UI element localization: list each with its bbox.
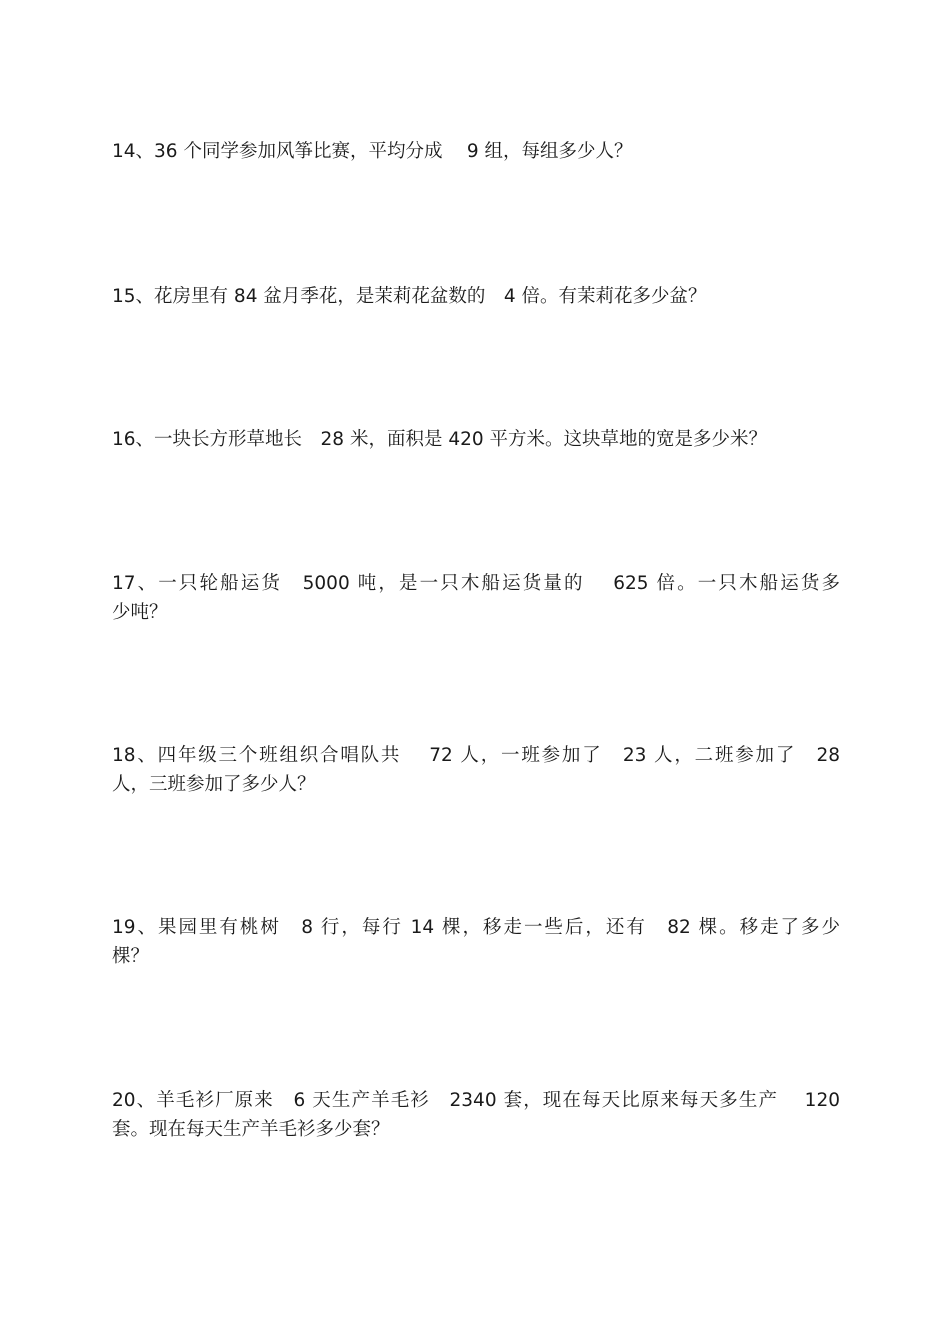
problem-17-line-1: 17、一只轮船运货 5000 吨，是一只木船运货量的 625 倍。一只木船运货多 bbox=[112, 573, 840, 594]
problem-20 bbox=[112, 1086, 840, 1144]
problem-15 bbox=[112, 282, 840, 311]
problem-17 bbox=[112, 569, 840, 627]
problem-16-line-1: 16、一块长方形草地长 28 米，面积是 420 平方米。这块草地的宽是多少米？ bbox=[112, 429, 768, 450]
problem-19-line-2: 棵？ bbox=[112, 946, 150, 967]
problem-17-line-2: 少吨？ bbox=[112, 602, 168, 623]
problem-16 bbox=[112, 425, 840, 454]
problem-18-line-1: 18、四年级三个班组织合唱队共 72 人，一班参加了 23 人，二班参加了 28 bbox=[112, 745, 840, 766]
problem-19 bbox=[112, 913, 840, 971]
problem-18-line-2: 人，三班参加了多少人？ bbox=[112, 774, 316, 795]
problem-20-line-1: 20、羊毛衫厂原来 6 天生产羊毛衫 2340 套，现在每天比原来每天多生产 120 bbox=[112, 1090, 840, 1111]
problem-20-line-2: 套。现在每天生产羊毛衫多少套？ bbox=[112, 1119, 390, 1140]
problem-14-line-1: 14、36 个同学参加风筝比赛，平均分成 9 组，每组多少人？ bbox=[112, 141, 633, 162]
problem-18 bbox=[112, 741, 840, 799]
problem-15-line-1: 15、花房里有 84 盆月季花，是茉莉花盆数的 4 倍。有茉莉花多少盆？ bbox=[112, 286, 707, 307]
problem-14 bbox=[112, 137, 840, 166]
problem-19-line-1: 19、果园里有桃树 8 行，每行 14 棵，移走一些后，还有 82 棵。移走了多少 bbox=[112, 917, 840, 938]
